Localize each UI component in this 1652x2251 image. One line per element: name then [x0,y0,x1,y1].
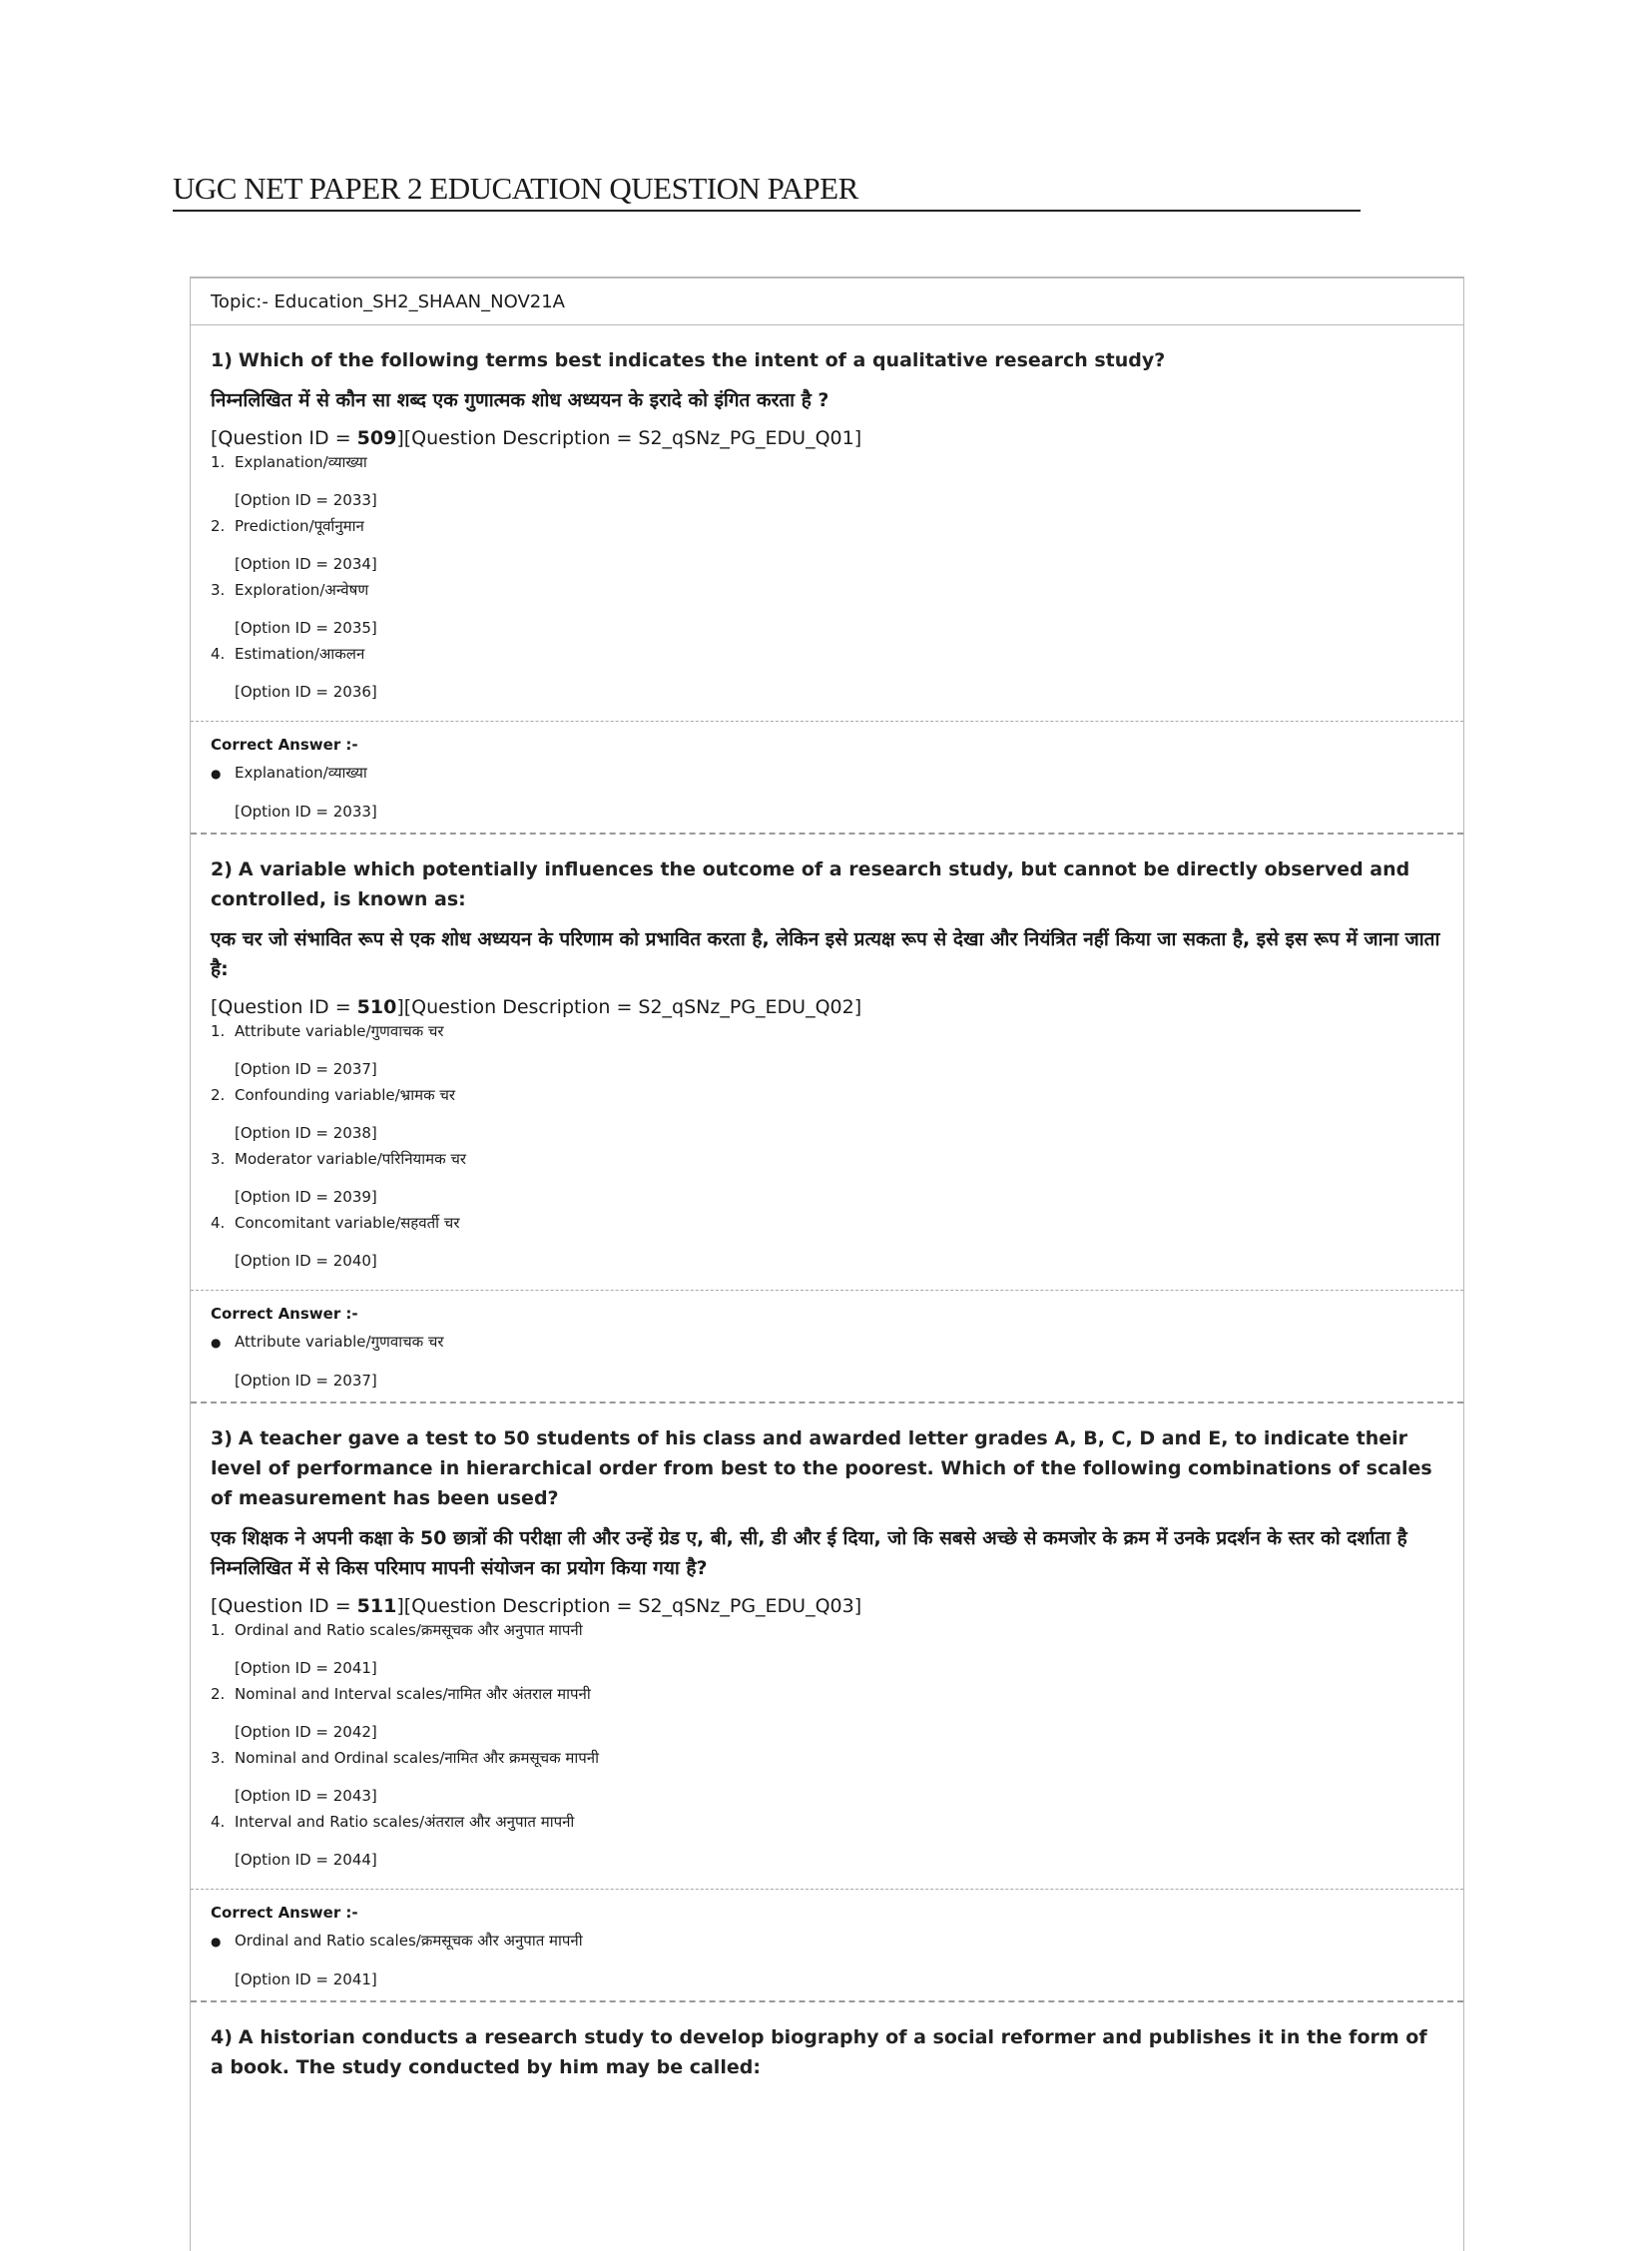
correct-answer-section [191,1290,1463,1402]
correct-answer-text: Ordinal and Ratio scales/क्रमसूचक और अनुपात मापनी [235,1932,583,1950]
option-id: [Option ID = 2041] [235,1970,377,1988]
correct-answer-label: Correct Answer :- [211,1305,358,1323]
bullet-icon: ● [211,767,222,781]
option-item: 4. Concomitant variable/सहवर्ती चर [Option ID = 2040] [211,1212,1443,1272]
question-text: 1) Which of the following terms best indicates the intent of a qualitative research study? [211,349,1166,371]
question-block [191,2002,1463,2088]
option-item: 1. Attribute variable/गुणवाचक चर [Option ID = 2037] [211,1020,1443,1080]
option-id: [Option ID = 2039] [235,1188,377,1206]
option-item: 3. Nominal and Ordinal scales/नामित और क्रमसूचक मापनी [Option ID = 2043] [211,1747,1443,1807]
bullet-icon: ● [211,1935,222,1949]
correct-answer-text: Explanation/व्याख्या [235,764,367,782]
document-title: UGC NET PAPER 2 EDUCATION QUESTION PAPER [173,170,1361,212]
option-item: 3. Moderator variable/परिनियामक चर [Option ID = 2039] [211,1148,1443,1208]
option-item: 2. Confounding variable/भ्रामक चर [Option ID = 2038] [211,1084,1443,1144]
option-item: 4. Estimation/आकलन [Option ID = 2036] [211,643,1443,703]
option-item: 1. Explanation/व्याख्या [Option ID = 2033] [211,451,1443,511]
correct-answer-section [191,721,1463,833]
correct-answer-section [191,1889,1463,2000]
option-id: [Option ID = 2038] [235,1124,377,1142]
correct-answer-label: Correct Answer :- [211,1904,358,1922]
question-text-hindi: एक शिक्षक ने अपनी कक्षा के 50 छात्रों की परीक्षा ली और उन्हें ग्रेड ए, बी, सी, डी और ई दिया, जो कि सबसे अच्छे से कमजोर के क्रम में उनके प्रदर्शन के स्तर को दर्शाता है निम्नलिखित में से किस परिमाप मापनी संयोजन का प्रयोग किया गया है? [211,1527,1407,1579]
option-item: 2. Nominal and Interval scales/नामित और अंतराल मापनी [Option ID = 2042] [211,1683,1443,1743]
option-id: [Option ID = 2037] [235,1372,377,1390]
option-id: [Option ID = 2036] [235,683,377,701]
question-meta: [Question ID = 511][Question Description = S2_qSNz_PG_EDU_Q03] [211,1595,862,1617]
option-item: 3. Exploration/अन्वेषण [Option ID = 2035] [211,579,1443,639]
question-text: 4) A historian conducts a research study to develop biography of a social reformer and publishes it in the form of a book. The study conducted by him may be called: [211,2026,1427,2078]
option-id: [Option ID = 2033] [235,803,377,821]
question-block [191,1404,1463,2002]
question-text: 3) A teacher gave a test to 50 students of his class and awarded letter grades A, B, C, D and E, to indicate their level of performance in hierarchical order from best to the poorest. Which of the following combinations of scales of measurement has been used? [211,1427,1432,1509]
question-block [191,325,1463,835]
question-meta: [Question ID = 509][Question Description = S2_qSNz_PG_EDU_Q01] [211,427,862,449]
question-text-hindi: एक चर जो संभावित रूप से एक शोध अध्ययन के परिणाम को प्रभावित करता है, लेकिन इसे प्रत्यक्ष रूप से देखा और नियंत्रित नहीं किया जा सकता है, इसे इस रूप में जाना जाता है: [211,928,1440,980]
option-id: [Option ID = 2043] [235,1787,377,1805]
option-id: [Option ID = 2034] [235,555,377,573]
option-id: [Option ID = 2035] [235,619,377,637]
question-meta: [Question ID = 510][Question Description = S2_qSNz_PG_EDU_Q02] [211,996,862,1018]
option-item: 4. Interval and Ratio scales/अंतराल और अनुपात मापनी [Option ID = 2044] [211,1811,1443,1871]
topic-header: Topic:- Education_SH2_SHAAN_NOV21A [191,279,1463,325]
option-id: [Option ID = 2037] [235,1060,377,1078]
option-item: 2. Prediction/पूर्वानुमान [Option ID = 2034] [211,515,1443,575]
option-id: [Option ID = 2040] [235,1252,377,1270]
question-text: 2) A variable which potentially influences the outcome of a research study, but cannot be directly observed and controlled, is known as: [211,858,1410,910]
correct-answer-label: Correct Answer :- [211,736,358,754]
option-item: 1. Ordinal and Ratio scales/क्रमसूचक और अनुपात मापनी [Option ID = 2041] [211,1619,1443,1679]
option-id: [Option ID = 2044] [235,1851,377,1869]
correct-answer-text: Attribute variable/गुणवाचक चर [235,1333,444,1351]
option-id: [Option ID = 2041] [235,1659,377,1677]
option-id: [Option ID = 2033] [235,491,377,509]
question-text-hindi: निम्नलिखित में से कौन सा शब्द एक गुणात्मक शोध अध्ययन के इरादे को इंगित करता है ? [211,389,829,411]
question-panel [190,277,1464,2251]
bullet-icon: ● [211,1336,222,1350]
question-block [191,835,1463,1404]
option-id: [Option ID = 2042] [235,1723,377,1741]
